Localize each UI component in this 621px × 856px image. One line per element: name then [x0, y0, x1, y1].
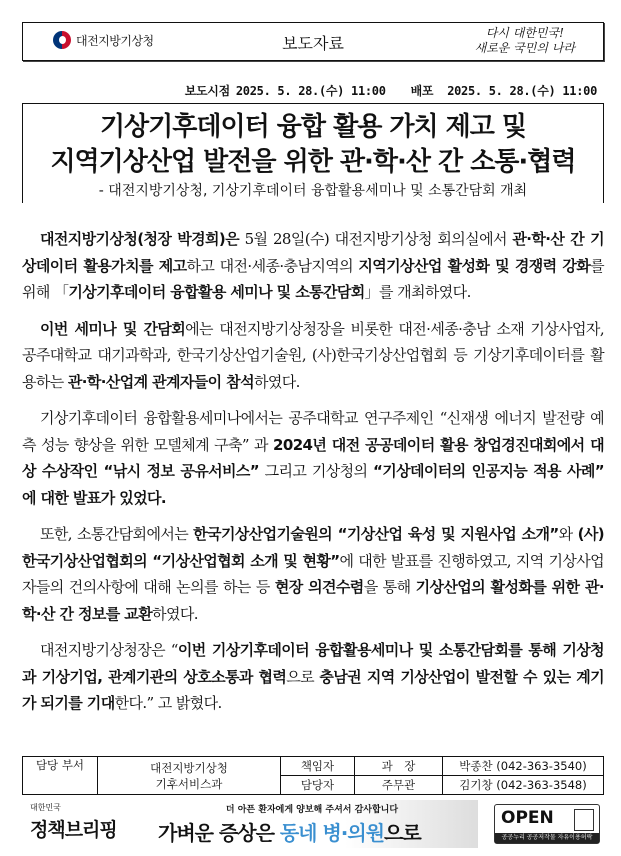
- bold-text: 이번 기상기후데이터 융합활용세미나 및 소통간담회를 통해 기상청과 기상기업, 관계기관의 상호소통과 협력: [22, 641, 605, 686]
- footer: [0, 800, 621, 850]
- contact-person: 박종찬 (042-363-3540): [443, 757, 604, 776]
- release-dates: [179, 82, 597, 99]
- title-line2: 지역기상산업 발전을 위한 관·학·산 간 소통·협력: [50, 147, 576, 177]
- paragraph: [22, 405, 604, 511]
- banner-b: 동네 병·의원: [279, 821, 385, 845]
- text: 하였다.: [253, 372, 300, 391]
- header-box: [22, 22, 604, 61]
- paragraph: [22, 521, 604, 627]
- bold-text: 2024년 대전 공공데이터 활용 창업경진대회에서 대상 수상작인 “낚시 정보 공유서비스”: [22, 435, 604, 480]
- text: 에 대한 발표를 진행하였고, 지역 기상사업자들의 건의사항에 대해 논의를 하는 등: [22, 551, 604, 596]
- banner-headline: [146, 817, 478, 846]
- title-box: [22, 103, 604, 203]
- contact-table: [22, 756, 604, 795]
- dept-label: 담당 부서: [23, 757, 98, 795]
- bold-text: “기상데이터의 인공지능 적용 사례” 에 대한 발표가 있었다.: [22, 462, 604, 507]
- person-icon: [574, 809, 594, 831]
- text: 대전지방기상청장은 “: [40, 641, 178, 659]
- text: 5월 28일(수) 대전지방기상청 회의실에서: [239, 230, 513, 248]
- slogan: [475, 26, 575, 56]
- bold-text: 충남권 지역 기상산업이 발전할 수 있는 계기가 되기를 기대: [22, 667, 604, 712]
- open-word: OPEN: [501, 808, 554, 828]
- slogan-line1: 다시 대한민국!: [485, 26, 564, 40]
- paragraph: [22, 226, 604, 306]
- contact-title: 주무관: [355, 776, 443, 795]
- bold-text: 관·학·산업계 관계자들이 참석: [67, 372, 254, 391]
- text: 으로: [286, 667, 320, 686]
- dept-line1: 대전지방기상청: [150, 760, 228, 775]
- subtitle: - 대전지방기상청, 기상기후데이터 융합활용세미나 및 소통간담회 개최: [98, 183, 528, 199]
- bold-text: 현장 의견수렴: [274, 578, 364, 596]
- bold-text: 관·학·산 간 기상데이터 활용가치를 제고: [22, 230, 604, 275]
- slogan-line2: 새로운 국민의 나라: [474, 41, 575, 55]
- doc-type: 보도자료: [282, 34, 344, 53]
- text: 」를 개최하였다.: [364, 283, 471, 301]
- text: 그리고 기상청의: [259, 462, 373, 480]
- contact-title: 과 장: [355, 757, 443, 776]
- campaign-banner[interactable]: [146, 800, 478, 848]
- article-body: [22, 226, 604, 727]
- dept-line2: 기후서비스과: [155, 776, 223, 791]
- text: 하고 대전·세종·충남지역의: [186, 256, 359, 275]
- text: 기상기후데이터 융합활용세미나에서는 공주대학교 연구주제인 “신재생 에너지 발전량 예측 성능 향상을 위한 모델체계 구축” 과: [22, 409, 604, 454]
- banner-small: 더 아픈 환자에게 양보해 주셔서 감사합니다: [225, 805, 399, 815]
- title-line1: 기상기후데이터 융합 활용 가치 제고 및: [99, 112, 527, 142]
- text: 한다.” 고 밝혔다.: [114, 694, 222, 712]
- bold-text: 지역기상산업 활성화 및 경쟁력 강화: [358, 256, 591, 275]
- release-date: 2025. 5. 28.(수) 11:00: [235, 84, 386, 98]
- banner-a: 가벼운 증상은: [158, 821, 280, 845]
- text: 또한, 소통간담회에서는: [40, 525, 194, 543]
- bold-text: 대전지방기상청(청장 박경희)은: [40, 230, 240, 248]
- text: 을 통해: [363, 578, 416, 596]
- text: 하였다.: [152, 604, 198, 623]
- banner-c: 으로: [384, 821, 421, 845]
- open-caption: 공공누리 공공저작물 자유이용허락: [495, 833, 599, 843]
- bold-text: 기상기후데이터 융합활용 세미나 및 소통간담회: [68, 283, 365, 301]
- agency-name: 대전지방기상청: [76, 33, 154, 48]
- dist-date: 2025. 5. 28.(수) 11:00: [447, 84, 597, 98]
- bold-text: 기상산업의 활성화를 위한 관·학·산 간 정보를 교환: [22, 578, 604, 623]
- policy-briefing-logo[interactable]: [30, 802, 117, 842]
- text: 를 위해 「: [22, 256, 604, 301]
- dist-label: 배포: [410, 84, 434, 98]
- bold-text: 이번 세미나 및 간담회: [40, 319, 186, 338]
- paragraph: [22, 637, 604, 717]
- bold-text: 한국기상산업기술원의 “기상산업 육성 및 지원사업 소개”: [193, 525, 559, 543]
- contact-role: 책임자: [281, 757, 355, 776]
- text: 와: [558, 525, 578, 543]
- paragraph: [22, 316, 604, 396]
- kogl-open-badge: [494, 804, 600, 844]
- brief-small: 대한민국: [30, 803, 61, 812]
- bold-text: (사)한국기상산업협회의 “기상산업협회 소개 및 현황”: [22, 525, 605, 570]
- contact-person: 김기창 (042-363-3548): [443, 776, 604, 795]
- brief-big: 정책브리핑: [30, 819, 117, 841]
- dept-name: [98, 757, 281, 795]
- contact-role: 담당자: [281, 776, 355, 795]
- release-label: 보도시점: [184, 84, 230, 98]
- text: 에는 대전지방기상청장을 비롯한 대전·세종·충남 소재 기상사업자, 공주대학교 대기과학과, 한국기상산업기술원, (사)한국기상산업협회 등 기상기후데이터를 활용하는: [22, 319, 604, 391]
